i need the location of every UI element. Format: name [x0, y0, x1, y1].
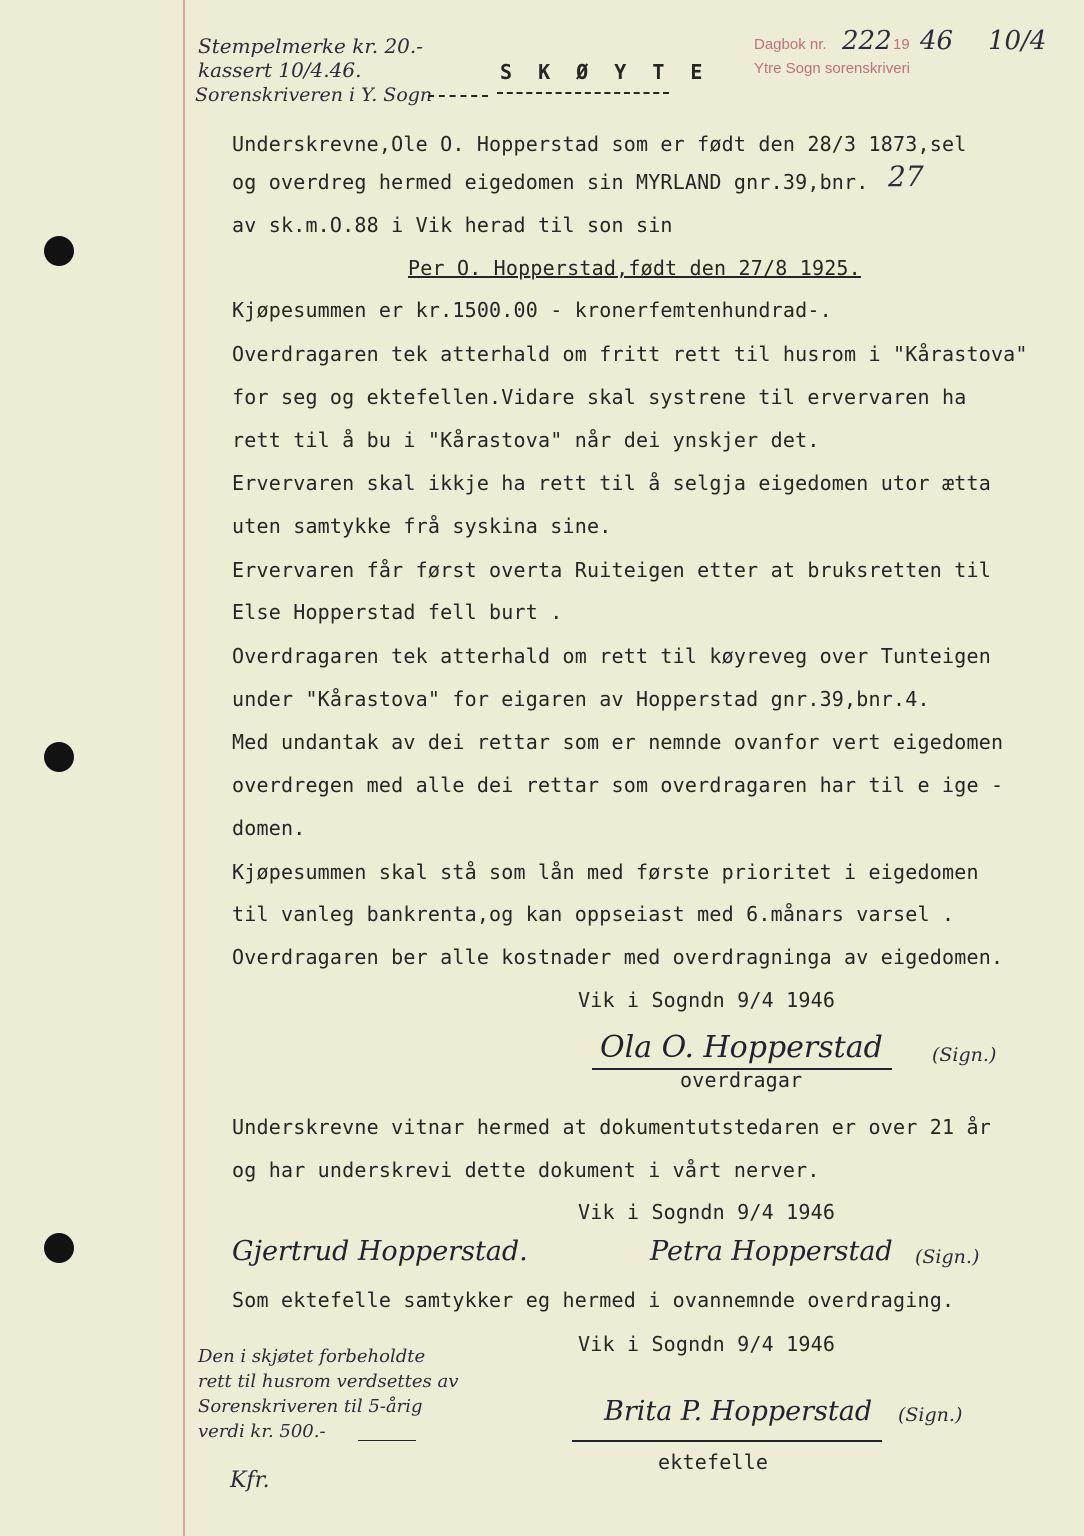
stamp-number: 222 — [842, 26, 892, 56]
signature-witness-2: Petra Hopperstad — [650, 1236, 893, 1267]
body-line: Underskrevne,Ole O. Hopperstad som er født den 28/3 1873,sel — [232, 132, 967, 156]
margin-note-dash — [428, 95, 488, 97]
body-line: rett til å bu i "Kårastova" når dei ynskjer det. — [232, 428, 820, 452]
signature-line-3 — [572, 1440, 882, 1442]
body-line: Overdragaren tek atterhald om rett til køyreveg over Tunteigen — [232, 644, 991, 668]
margin-note-bottom-line: Den i skjøtet forbeholdte — [198, 1346, 426, 1367]
stamp-dagbok-label: Dagbok nr. — [754, 36, 827, 53]
body-line: Kjøpesummen er kr.1500.00 - kronerfemtenhundrad-. — [232, 298, 832, 322]
margin-note-bottom-line: Sorenskriveren til 5-årig — [198, 1396, 423, 1417]
margin-note-bottom-dash — [358, 1440, 416, 1441]
role-ektefelle: ektefelle — [658, 1450, 769, 1474]
body-line: Med undantak av dei rettar som er nemnde ovanfor vert eigedomen — [232, 730, 1004, 754]
body-line: Overdragaren tek atterhald om fritt rett til husrom i "Kårastova" — [232, 342, 1028, 366]
body-line: og overdreg hermed eigedomen sin MYRLAND gnr.39,bnr. — [232, 170, 869, 194]
body-line: overdregen med alle dei rettar som overdragaren har til e ige - — [232, 773, 1004, 797]
margin-line — [183, 0, 185, 1536]
body-line: domen. — [232, 816, 306, 840]
place-date-3: Vik i Sogndn 9/4 1946 — [578, 1332, 836, 1356]
margin-note-line-2: kassert 10/4.46. — [198, 58, 362, 82]
sign-note-3: (Sign.) — [898, 1404, 963, 1426]
margin-note-bottom-line: verdi kr. 500.- — [198, 1421, 326, 1442]
punch-hole-middle — [44, 742, 74, 772]
stamp-year-prefix: 19 — [893, 36, 910, 53]
body-line: for seg og ektefellen.Vidare skal systrene til ervervaren ha — [232, 385, 967, 409]
buyer-line: Per O. Hopperstad,født den 27/8 1925. — [408, 256, 861, 280]
witness-line: Underskrevne vitnar hermed at dokumentutstedaren er over 21 år — [232, 1115, 991, 1139]
stamp-office: Ytre Sogn sorenskriveri — [754, 60, 910, 77]
sign-note-2: (Sign.) — [915, 1246, 980, 1268]
body-line: til vanleg bankrenta,og kan oppseiast med 6.månars varsel . — [232, 902, 955, 926]
body-line: uten samtykke frå syskina sine. — [232, 514, 612, 538]
role-overdragar: overdragar — [680, 1068, 803, 1092]
body-line: Overdragaren ber alle kostnader med overdragninga av eigedomen. — [232, 945, 1004, 969]
body-line: Else Hopperstad fell burt . — [232, 600, 563, 624]
body-line: Ervervaren får først overta Ruiteigen etter at bruksretten til — [232, 558, 991, 582]
stamp-year: 46 — [920, 26, 954, 56]
margin-note-line-3: Sorenskriveren i Y. Sogn — [195, 84, 433, 106]
signature-ektefelle: Brita P. Hopperstad — [604, 1396, 873, 1427]
document-title: S K Ø Y T E — [500, 60, 710, 84]
body-line: av sk.m.O.88 i Vik herad til son sin — [232, 213, 673, 237]
punch-hole-bottom — [44, 1233, 74, 1263]
margin-note-line-1: Stempelmerke kr. 20.- — [198, 34, 424, 58]
body-line: Ervervaren skal ikkje ha rett til å selgja eigedomen utor ætta — [232, 471, 991, 495]
body-line: under "Kårastova" for eigaren av Hopperstad gnr.39,bnr.4. — [232, 687, 930, 711]
witness-line: og har underskrevi dette dokument i vårt nerver. — [232, 1158, 820, 1182]
title-underline — [497, 92, 669, 94]
signature-overdragar: Ola O. Hopperstad — [600, 1030, 883, 1065]
margin-note-bottom-line: rett til husrom verdsettes av — [198, 1371, 459, 1392]
punch-hole-top — [44, 236, 74, 266]
signature-witness-1: Gjertrud Hopperstad. — [232, 1236, 528, 1267]
spouse-consent-line: Som ektefelle samtykker eg hermed i ovannemnde overdraging. — [232, 1288, 955, 1312]
stamp-date: 10/4 — [988, 26, 1047, 56]
body-line: Kjøpesummen skal stå som lån med første prioritet i eigedomen — [232, 860, 979, 884]
initials: Kfr. — [230, 1468, 270, 1493]
bnr-handwritten: 27 — [888, 160, 924, 193]
place-date-1: Vik i Sogndn 9/4 1946 — [578, 988, 836, 1012]
sign-note-1: (Sign.) — [932, 1044, 997, 1066]
place-date-2: Vik i Sogndn 9/4 1946 — [578, 1200, 836, 1224]
